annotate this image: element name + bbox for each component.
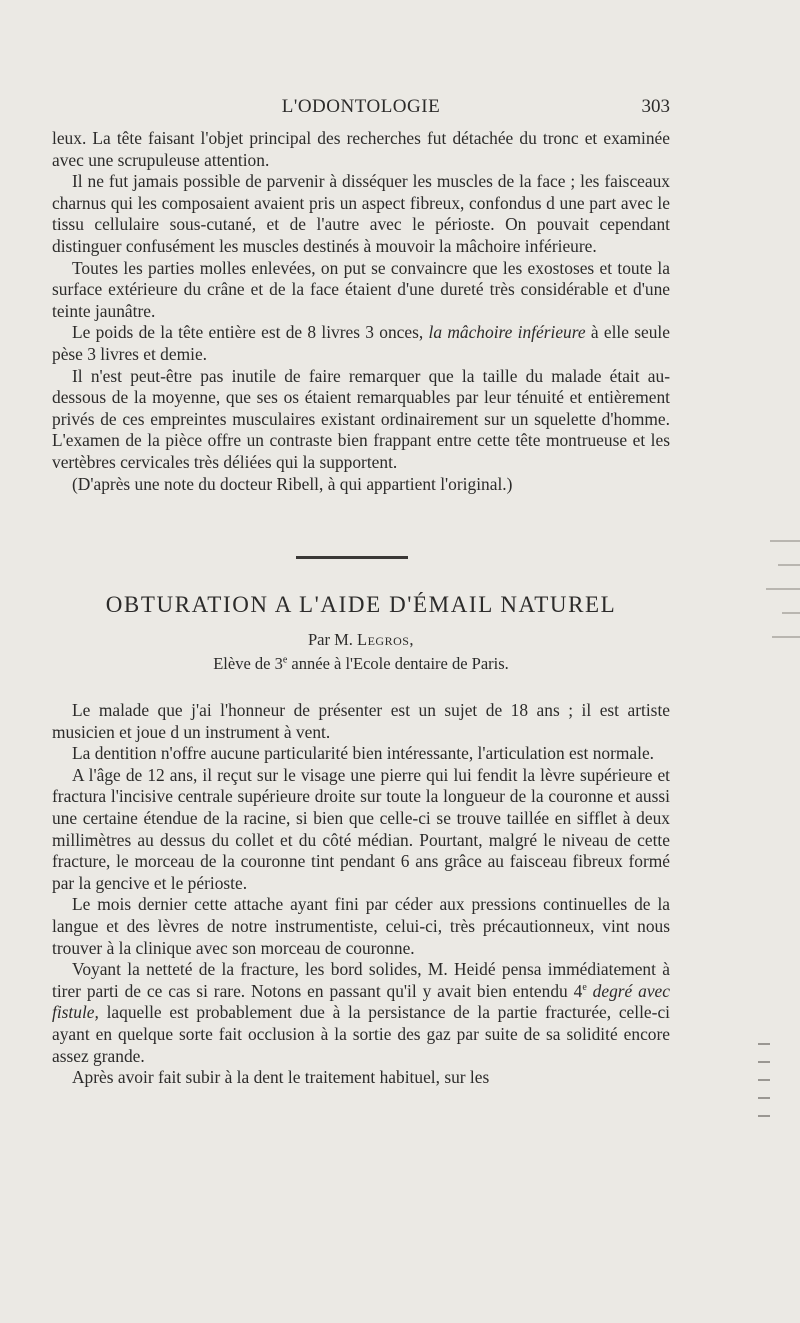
paragraph: leux. La tête faisant l'objet principal des recherches fut détachée du tronc et examinée avec une scrupuleuse attention. <box>52 128 670 170</box>
paragraph: A l'âge de 12 ans, il reçut sur le visage une pierre qui lui fendit la lèvre supérieure et fractura l'incisive centrale supérieure droite sur toute la longueur de la couronne et aussi une certaine étendue de la racine, si bien que celle-ci se trouve taillée en sifflet à deux millimètres au dessus du collet et du côté médian. Pourtant, malgré le niveau de cette fracture, le morceau de la couronne tint pendant 6 ans grâce au faisceau fibreux formé par la gencive et le périoste. <box>52 764 670 893</box>
author-affiliation <box>52 654 670 674</box>
paragraph: Le mois dernier cette attache ayant fini par céder aux pressions continuelles de la langue et des lèvres de notre instrumentiste, celui-ci, très précautionneux, vint nous trouver à la clinique avec son morceau de couronne. <box>52 894 670 958</box>
bleed-through-marks <box>764 530 800 670</box>
paragraph: Après avoir fait subir à la dent le traitement habituel, sur les <box>72 1067 490 1088</box>
byline <box>52 630 670 650</box>
running-title: L'ODONTOLOGIE <box>281 96 441 117</box>
paragraph: Il n'est peut-être pas inutile de faire remarquer que la taille du malade était au-dessous de la moyenne, que ses os étaient remarquables par leur ténuité et entièrement privés de ces empreintes musculaires existant ordinairement sur un squelette d'homme. L'examen de la pièce offre un contraste bien frappant entre cette tête montrueuse et les vertèbres cervicales très déliées qui la supportent. <box>52 365 670 472</box>
continued-text <box>52 128 670 495</box>
italic-text: degré avec fistule, <box>52 980 670 1023</box>
paragraph <box>52 322 670 365</box>
paragraph: Il ne fut jamais possible de parvenir à disséquer les muscles de la face ; les faisceaux charnus qui les composaient avaient pris un aspect fibreux, confondus d une part avec le tissu cellulaire sous-cutané, et de l'autre avec le périoste. On pouvait cependant distinguer confusément les muscles destinés à mouvoir la mâchoire inférieure. <box>52 171 670 256</box>
section-divider <box>296 556 408 559</box>
page-number: 303 <box>641 96 670 117</box>
paragraph: La dentition n'offre aucune particularité bien intéressante, l'articulation est normale. <box>72 743 655 764</box>
text-run: Voyant la netteté de la fracture, les bord solides, M. Heidé pensa immédiatement à tirer parti de ce cas si rare. Notons en passant qu'il y avait bien entendu 4 <box>52 959 670 1001</box>
byline-prefix: Par M. <box>307 630 357 649</box>
text-run: laquelle est probablement due à la persistance de la partie fracturée, celle-ci ayant en quelque sorte fait occlusion à la sortie des gaz par suite de sa solidité encore assez grande. <box>52 1002 670 1066</box>
text-run: année à l'Ecole dentaire de Paris. <box>287 654 509 673</box>
text-run: Elève de 3 <box>213 654 283 673</box>
margin-mark <box>758 1043 770 1133</box>
running-header <box>52 96 670 120</box>
paragraph: Toutes les parties molles enlevées, on put se convaincre que les exostoses et toute la surface extérieure du crâne et de la face étaient d'une dureté très considérable et d'une teinte jaunâtre. <box>52 257 670 321</box>
source-note: (D'après une note du docteur Ribell, à qui appartient l'original.) <box>72 473 513 494</box>
paragraph <box>52 959 670 1067</box>
superscript: e <box>282 654 288 666</box>
author-name: Legros, <box>357 630 415 649</box>
text-run: à elle seule pèse 3 livres et demie. <box>52 322 670 364</box>
article-title: OBTURATION A L'AIDE D'ÉMAIL NATUREL <box>105 592 617 617</box>
text-run: Le poids de la tête entière est de 8 livres 3 onces, <box>72 322 429 343</box>
paragraph: Le malade que j'ai l'honneur de présenter est un sujet de 18 ans ; il est artiste musicien et joue d un instrument à vent. <box>52 700 670 742</box>
article-body <box>52 700 670 1089</box>
italic-text: la mâchoire inférieure <box>428 322 586 343</box>
superscript: e <box>582 981 587 993</box>
